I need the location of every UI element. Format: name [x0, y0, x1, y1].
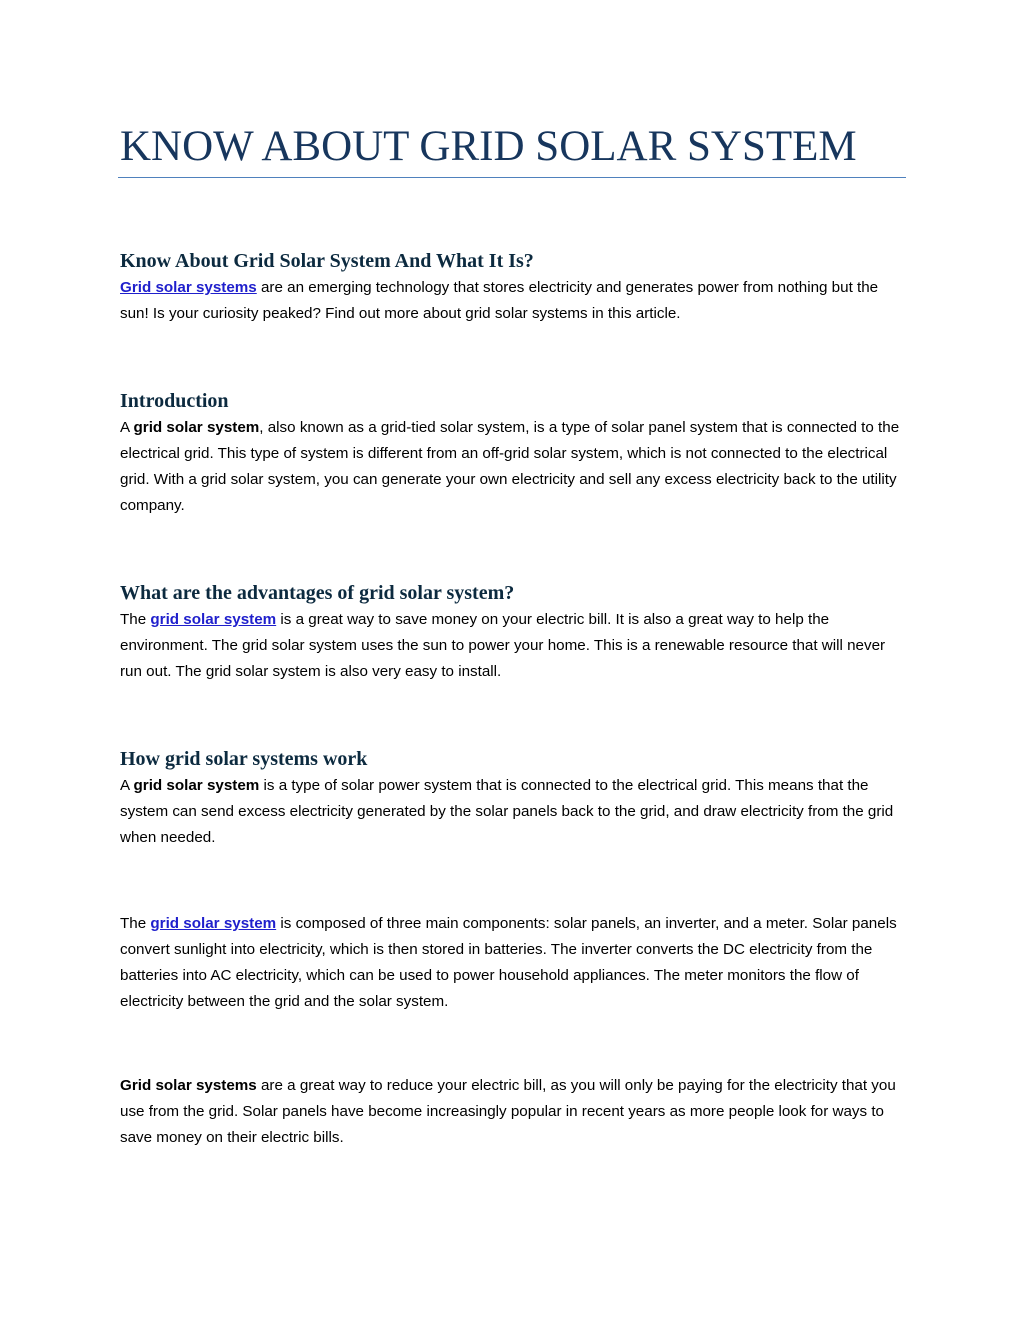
- section-what-it-is: [120, 248, 906, 327]
- bold-term: grid solar system: [133, 777, 260, 794]
- section-paragraph: [120, 275, 906, 327]
- section-paragraph: [120, 607, 906, 685]
- section-how-it-works: [120, 746, 906, 851]
- grid-solar-system-link[interactable]: grid solar system: [150, 611, 277, 628]
- grid-solar-system-link[interactable]: grid solar system: [150, 915, 277, 932]
- section-paragraph: [120, 773, 906, 851]
- paragraph-lead: A: [120, 419, 134, 436]
- savings-paragraph: [120, 1073, 906, 1151]
- section-heading: How grid solar systems work: [120, 748, 368, 770]
- paragraph-lead: A: [120, 777, 134, 794]
- title-underline-rule: [118, 177, 906, 178]
- grid-solar-systems-link[interactable]: Grid solar systems: [120, 279, 257, 296]
- bold-term: grid solar system: [133, 419, 260, 436]
- paragraph-lead: The: [120, 915, 151, 932]
- paragraph-text: is a type of solar power system that is connected to the electrical grid. This means that the system can send excess electricity generated by the solar panels back to the grid, and draw electricity from the grid when needed.: [120, 777, 894, 846]
- paragraph-text: are an emerging technology that stores electricity and generates power from nothing but the sun! Is your curiosity peaked? Find out more about grid solar systems in this article.: [120, 279, 879, 322]
- paragraph-text: is a great way to save money on your electric bill. It is also a great way to help the environment. The grid solar system uses the sun to power your home. This is a renewable resource that will never run out. The grid solar system is also very easy to install.: [120, 611, 886, 680]
- section-paragraph: [120, 415, 906, 519]
- components-paragraph: [120, 911, 906, 1015]
- section-heading: Introduction: [120, 390, 229, 412]
- section-introduction: [120, 388, 906, 519]
- section-heading: Know About Grid Solar System And What It Is?: [120, 250, 534, 272]
- paragraph-text: , also known as a grid-tied solar system, is a type of solar panel system that is connected to the electrical grid. This type of system is different from an off-grid solar system, which is not connected to the electrical grid. With a grid solar system, you can generate your own electricity and sell any excess electricity back to the utility company.: [120, 419, 900, 514]
- section-heading: What are the advantages of grid solar system?: [120, 582, 515, 604]
- paragraph-text: are a great way to reduce your electric bill, as you will only be paying for the electricity that you use from the grid. Solar panels have become increasingly popular in recent years as more people look for ways to save money on their electric bills.: [120, 1077, 896, 1146]
- document-title: KNOW ABOUT GRID SOLAR SYSTEM: [120, 123, 857, 170]
- paragraph-text: is composed of three main components: solar panels, an inverter, and a meter. Solar panels convert sunlight into electricity, which is then stored in batteries. The inverter converts the DC electricity from the batteries into AC electricity, which can be used to power household appliances. The meter monitors the flow of electricity between the grid and the solar system.: [120, 915, 897, 1010]
- section-advantages: [120, 580, 906, 685]
- paragraph-lead: The: [120, 611, 151, 628]
- bold-term: Grid solar systems: [120, 1077, 257, 1094]
